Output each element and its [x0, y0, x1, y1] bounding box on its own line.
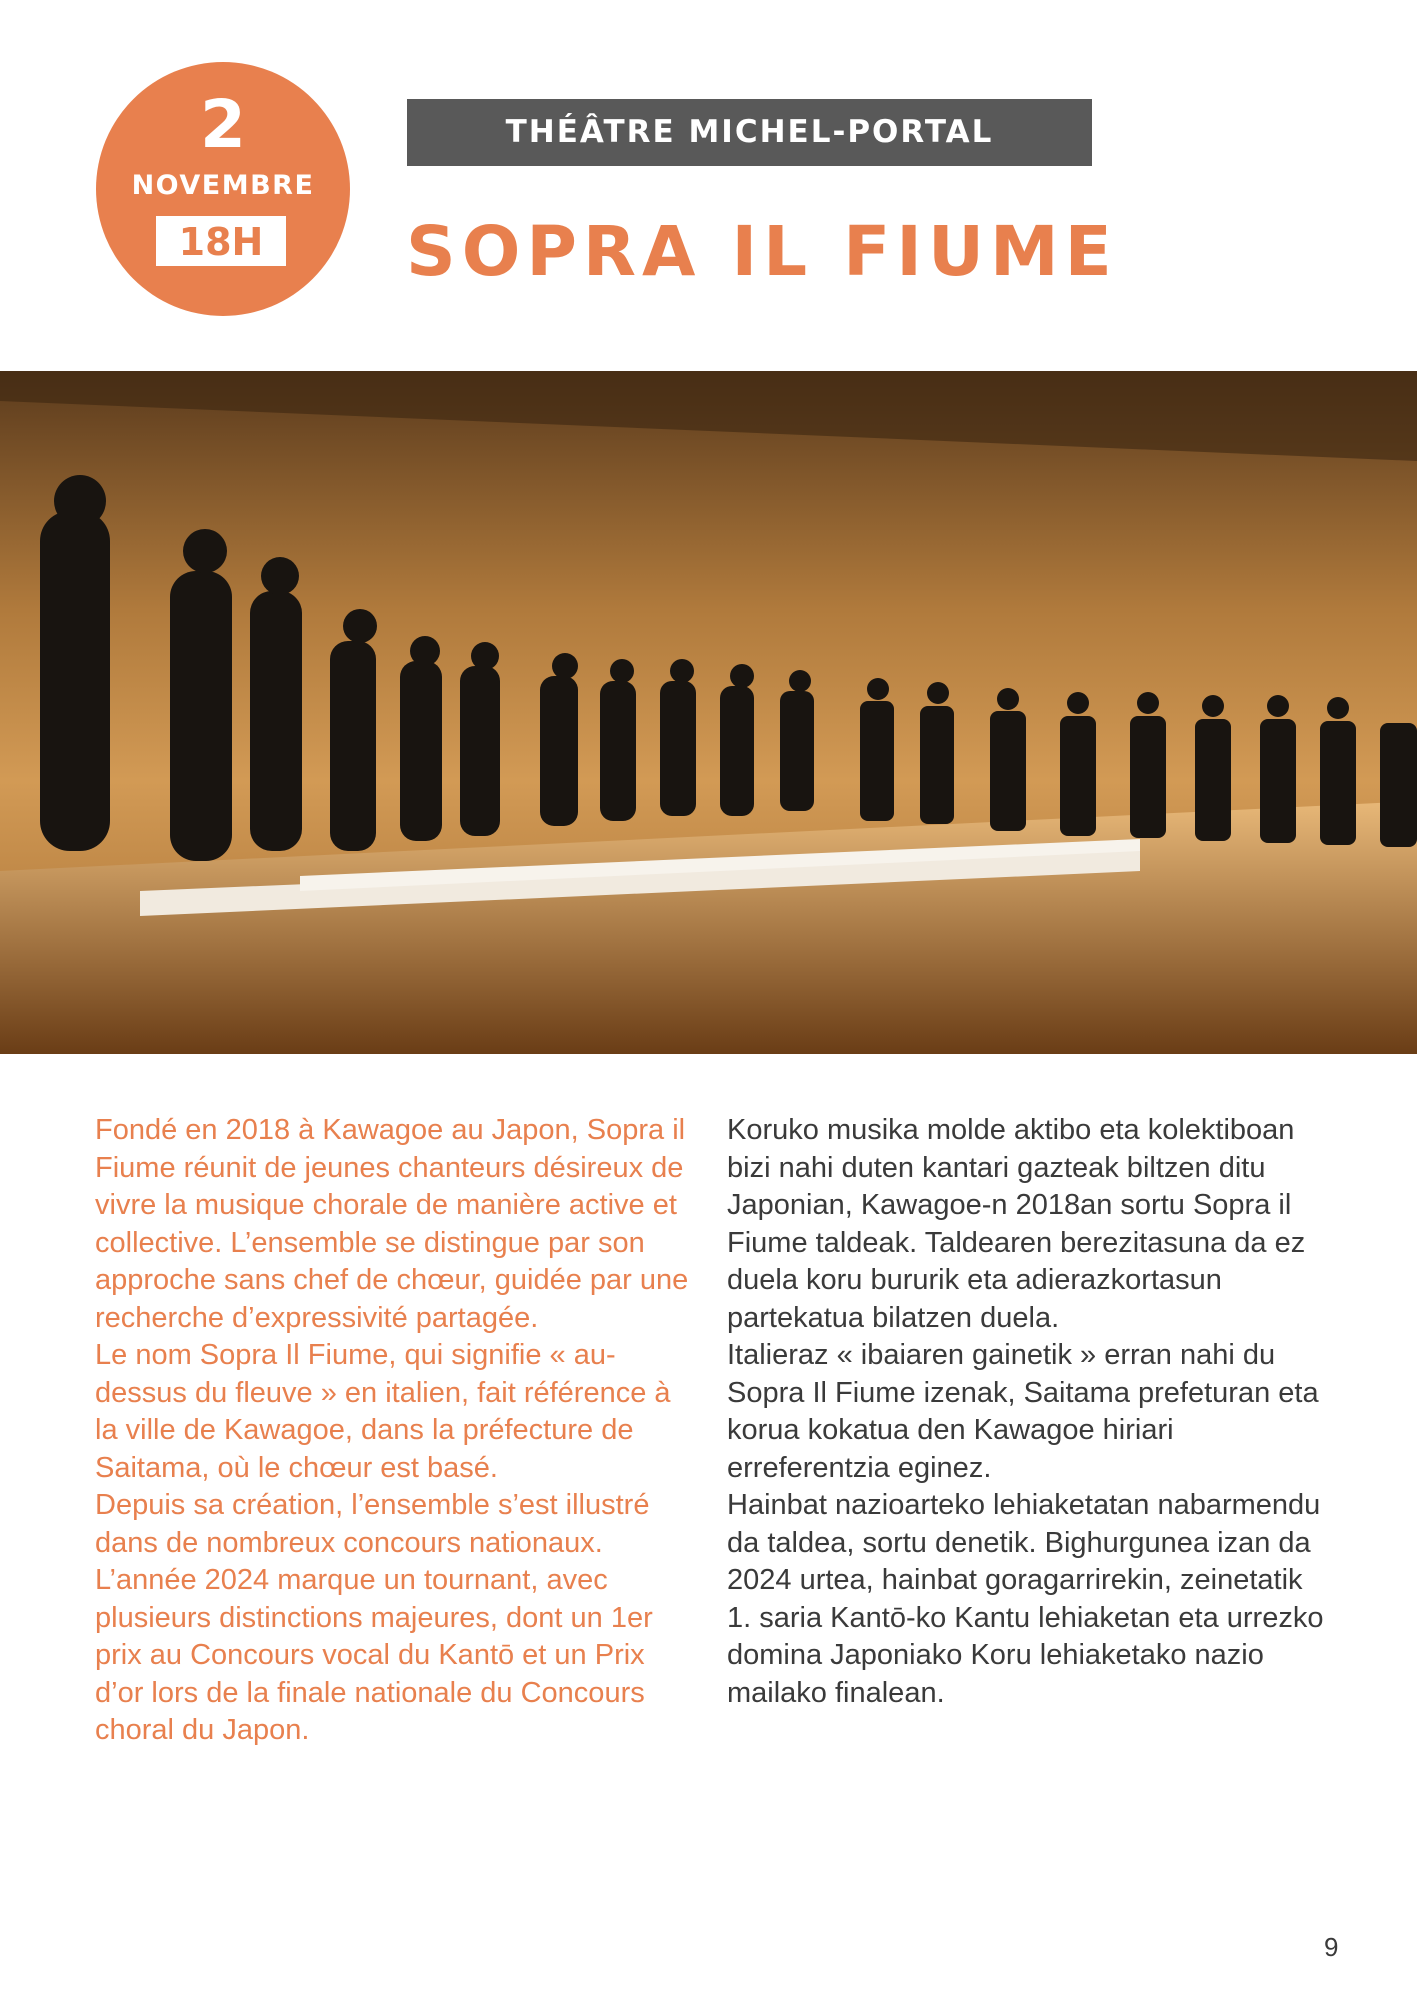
text-column-french [95, 1112, 695, 1750]
event-title: SOPRA IL FIUME [406, 212, 1118, 292]
text-column-basque [727, 1112, 1327, 1712]
paragraph: Italieraz « ibaiaren gainetik » erran nahi du Sopra Il Fiume izenak, Saitama prefeturan eta korua kokatua den Kawagoe hiriari erreferentzia eginez. [727, 1339, 1319, 1484]
paragraph: Koruko musika molde aktibo eta kolektiboan bizi nahi duten kantari gazteak biltzen ditu Japonian, Kawagoe-n 2018an sortu Sopra il Fiume taldeak. Taldearen berezitasuna da ez duela koru bururik eta adierazkortasun partekatua bilatzen duela. [727, 1114, 1306, 1334]
venue-label: THÉÂTRE MICHEL-PORTAL [407, 99, 1092, 166]
paragraph: Hainbat nazioarteko lehiaketatan nabarmendu da taldea, sortu denetik. Bighurgunea izan da 2024 urtea, hainbat goragarrirekin, zeinetatik 1. saria Kantō-ko Kantu lehiaketan eta urrezko domina Japoniako Koru lehiaketako nazio mailako finalean. [727, 1489, 1324, 1709]
paragraph: Le nom Sopra Il Fiume, qui signifie « au-dessus du fleuve » en italien, fait référence à la ville de Kawagoe, dans la préfecture de Saitama, où le chœur est basé. [95, 1339, 671, 1484]
paragraph: Fondé en 2018 à Kawagoe au Japon, Sopra il Fiume réunit de jeunes chanteurs désireux de vivre la musique chorale de manière active et collective. L’ensemble se distingue par son approche sans chef de chœur, guidée par une recherche d’expressivité partagée. [95, 1114, 689, 1334]
date-time: 18H [156, 216, 286, 266]
page-number: 9 [1324, 1932, 1339, 1962]
choir-photo [0, 371, 1417, 1054]
date-badge [96, 62, 350, 316]
date-day: 2 [200, 86, 246, 163]
paragraph: Depuis sa création, l’ensemble s’est illustré dans de nombreux concours nationaux. L’année 2024 marque un tournant, avec plusieurs distinctions majeures, dont un 1er prix au Concours vocal du Kantō et un Prix d’or lors de la finale nationale du Concours choral du Japon. [95, 1489, 653, 1746]
date-month: NOVEMBRE [131, 170, 315, 201]
